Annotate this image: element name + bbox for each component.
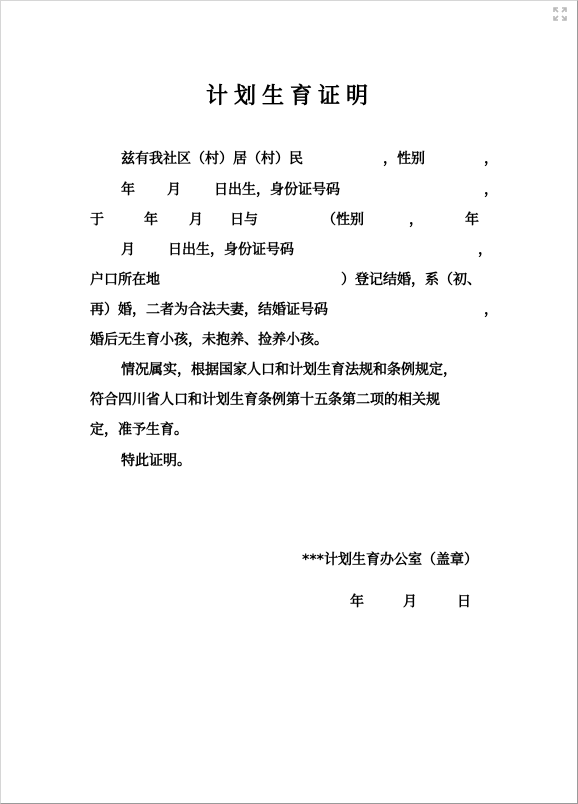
text-segment: 月 — [167, 182, 181, 198]
text-segment: 日出生，身份证号码 — [168, 242, 294, 258]
text-segment: ， — [484, 182, 498, 198]
text-segment: 月 — [189, 212, 203, 228]
text-segment: ， — [484, 302, 498, 318]
text-segment: 婚后无生育小孩，未抱养、捡养小孩。 — [90, 332, 328, 348]
text-segment: 情况属实，根据国家人口和计划生育法规和条例规定， — [121, 362, 457, 378]
text-segment: （性别 — [322, 212, 364, 228]
text-segment: ，性别 — [383, 151, 425, 167]
text-segment: 于 — [90, 212, 104, 228]
text-segment: 年 — [144, 212, 158, 228]
text-segment: 日与 — [230, 212, 258, 228]
date-month: 月 — [403, 594, 417, 610]
text-segment: 年 — [121, 182, 135, 198]
text-segment: 定，准予生育。 — [90, 422, 188, 438]
text-segment: 符合四川省人口和计划生育条例第十五条第二项的相关规 — [90, 392, 440, 408]
text-segment: 兹有我社区（村）居（村）民 — [121, 151, 303, 167]
text-segment: 特此证明。 — [121, 453, 191, 469]
issuer-name: ***计划生育办公室（盖章） — [302, 552, 478, 568]
text-segment: 年 — [465, 212, 479, 228]
text-segment: ）登记结婚，系（初、 — [341, 272, 481, 288]
date-day: 日 — [457, 594, 471, 610]
text-segment: 再）婚，二者为合法夫妻，结婚证号码 — [90, 302, 328, 318]
text-segment: ， — [409, 212, 423, 228]
text-segment: 月 — [121, 242, 135, 258]
expand-icon[interactable] — [553, 7, 567, 21]
date-year: 年 — [350, 594, 364, 610]
text-segment: ， — [478, 242, 492, 258]
text-segment: 日出生，身份证号码 — [214, 182, 340, 198]
text-segment: 户口所在地 — [90, 272, 160, 288]
document-title: 计划生育证明 — [205, 84, 374, 109]
text-segment: ， — [484, 151, 498, 167]
